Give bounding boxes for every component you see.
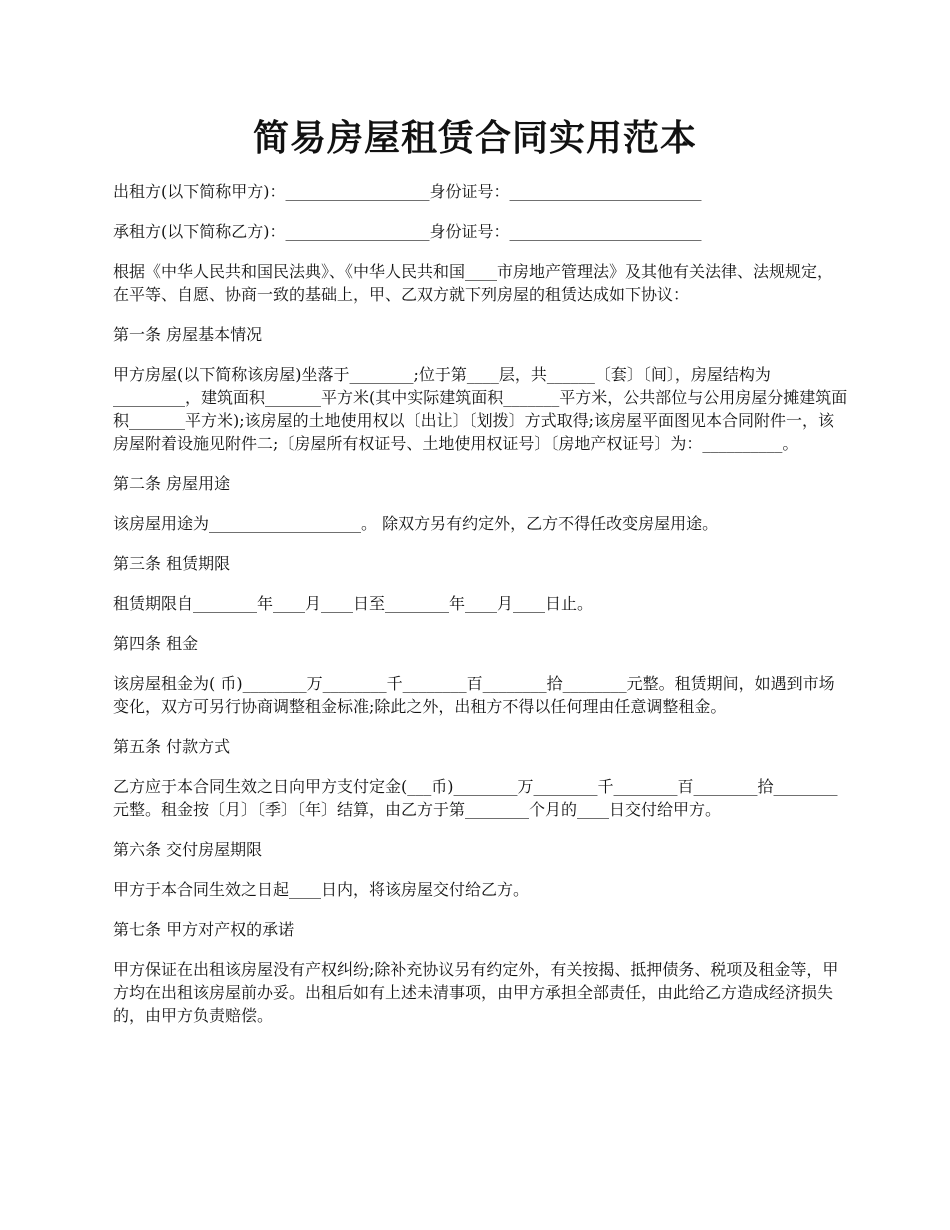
article-3-body: 租赁期限自________年____月____日至________年____月____日止。 xyxy=(113,594,594,613)
document-title: 简易房屋租赁合同实用范本 xyxy=(252,117,697,159)
article-1-heading: 第一条 房屋基本情况 xyxy=(113,325,263,344)
article-6-body: 甲方于本合同生效之日起____日内，将该房屋交付给乙方。 xyxy=(113,880,530,899)
article-5-heading: 第五条 付款方式 xyxy=(113,737,231,756)
preamble-paragraph: 根据《中华人民共和国民法典》、《中华人民共和国____市房地产管理法》及其他有关法律、法规规定，在平等、自愿、协商一致的基础上，甲、乙双方就下列房屋的租赁达成如下协议： xyxy=(113,262,834,304)
article-2-body: 该房屋用途为___________________。 除双方另有约定外，乙方不得任改变房屋用途。 xyxy=(113,514,719,533)
article-4-heading: 第四条 租金 xyxy=(113,634,199,653)
article-7-heading: 第七条 甲方对产权的承诺 xyxy=(113,920,295,939)
article-6-heading: 第六条 交付房屋期限 xyxy=(113,840,263,859)
lessor-line: 出租方(以下简称甲方)：__________________身份证号：________________________ xyxy=(113,182,702,201)
article-7-body: 甲方保证在出租该房屋没有产权纠纷;除补充协议另有约定外，有关按揭、抵押债务、税项及租金等，甲方均在出租该房屋前办妥。出租后如有上述未清事项，由甲方承担全部责任，由此给乙方造成经济损失的，由甲方负责赔偿。 xyxy=(113,960,839,1025)
lessee-line: 承租方(以下简称乙方)：__________________身份证号：________________________ xyxy=(113,222,702,241)
article-1-body: 甲方房屋(以下简称该房屋)坐落于________;位于第____层，共______〔套〕〔间〕，房屋结构为_________，建筑面积_______平方米(其中实际建筑面积_______平方米，公共部位与公用房屋分摊建筑面积_______平方米);该房屋的土地使用权以〔出让〕〔划拨〕方式取得;该房屋平面图见本合同附件一，该房屋附着设施见附件二;〔房屋所有权证号、土地使用权证号〕〔房地产权证号〕为：__________。 xyxy=(113,365,848,453)
article-3-heading: 第三条 租赁期限 xyxy=(113,554,231,573)
article-5-body: 乙方应于本合同生效之日向甲方支付定金(___币)________万________千________百________拾________元整。租金按〔月〕〔季〕〔年〕结算，由乙方于第________个月的____日交付给甲方。 xyxy=(113,777,838,819)
article-4-body: 该房屋租金为( 币)________万________千________百________拾________元整。租赁期间，如遇到市场变化，双方可另行协商调整租金标准;除此之外，出租方不得以任何理由任意调整租金。 xyxy=(113,674,835,716)
document-body xyxy=(113,180,848,1044)
article-2-heading: 第二条 房屋用途 xyxy=(113,474,231,493)
